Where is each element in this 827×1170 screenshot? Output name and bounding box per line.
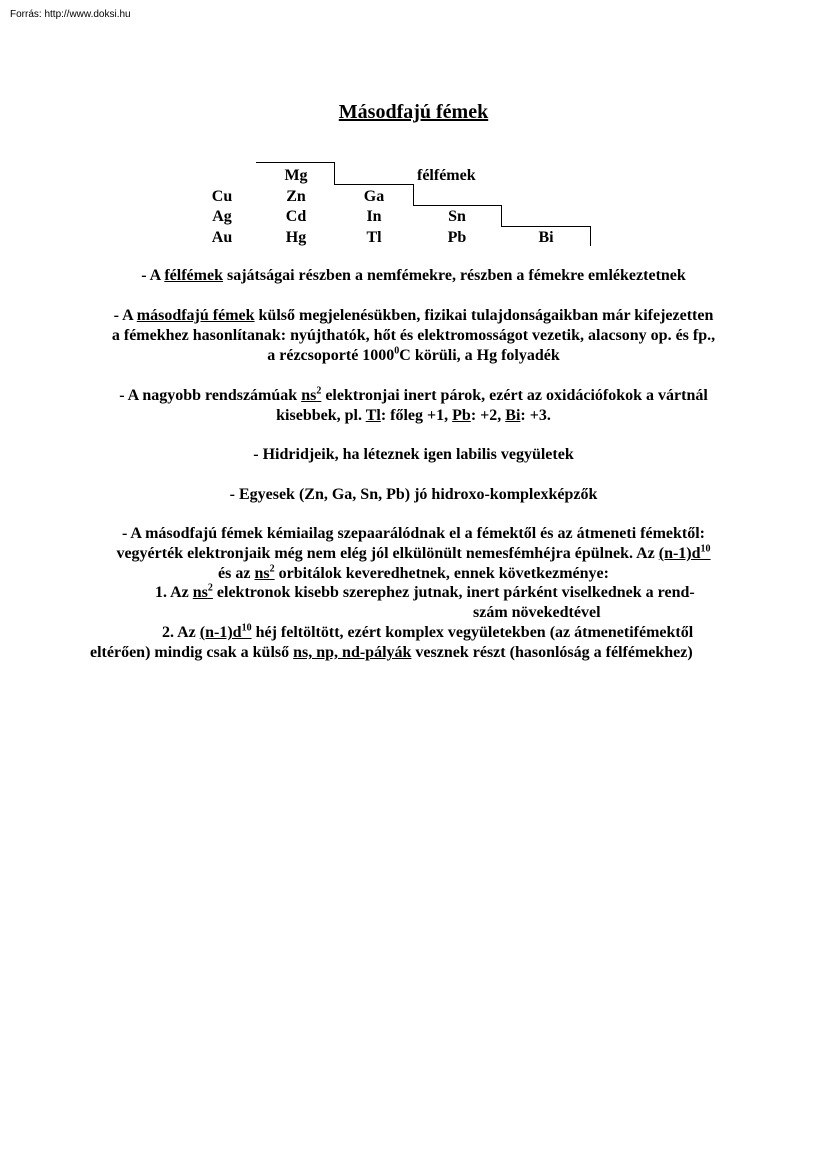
- table-line: [501, 205, 502, 226]
- list-item: 2. Az $(n-1)d^{10}$ héj feltöltött, ezért komplex vegyületekben (az átmenetifémektől eltérően) mindig csak a külső ns, np, nd-pályák vesznek részt (hasonlóság a félfémekhez): [90, 622, 694, 661]
- element-mg: Mg: [284, 167, 308, 184]
- element-au: Au: [211, 229, 233, 246]
- element-sn: Sn: [448, 208, 466, 225]
- paragraph-hydrides: - Hidridjeik, ha léteznek igen labilis vegyületek: [253, 446, 574, 463]
- element-cu: Cu: [211, 188, 233, 205]
- element-bi: Bi: [538, 229, 554, 246]
- table-line: [413, 184, 414, 205]
- table-line: [501, 226, 591, 227]
- element-ag: Ag: [212, 208, 232, 225]
- element-ga: Ga: [363, 188, 385, 205]
- list-item: 1. Az $ns^2$ elektronok kisebb szerephez jutnak, inert párként viselkednek a rend- szám növekedtével: [155, 582, 695, 621]
- paragraph-second-type-metals: - A másodfajú fémek külső megjelenésükben, fizikai tulajdonságaikban már kifejezetten a fémekhez hasonlítanak: nyújthatók, hőt és elektromosságot vezetik, alacsony op. és fp., a rézcsoporté 1000$^0$C körüli, a Hg folyadék: [111, 307, 716, 364]
- paragraph-semimetals: - A félfémek sajátságai részben a nemfémekre, részben a fémekre emlékeztetnek: [141, 267, 686, 284]
- element-tl: Tl: [366, 229, 382, 246]
- table-line: [334, 184, 413, 185]
- table-line: [590, 226, 591, 246]
- table-line: [256, 162, 335, 163]
- element-cd: Cd: [285, 208, 307, 225]
- semimetals-label: félfémek: [417, 167, 476, 184]
- paragraph-inert-pairs: - A nagyobb rendszámúak $ns^2$ elektronjai inert párok, ezért az oxidációfokok a vártnál kisebbek, pl. Tl: főleg +1, Pb: +2, Bi: +3.: [119, 385, 708, 424]
- source-url: Forrás: http://www.doksi.hu: [10, 9, 131, 20]
- element-in: In: [366, 208, 382, 225]
- paragraph-hydroxo: - Egyesek (Zn, Ga, Sn, Pb) jó hidroxo-komplexképzők: [229, 486, 598, 503]
- paragraph-chemical-separation: - A másodfajú fémek kémiailag szepaarálódnak el a fémektől és az átmeneti fémektől: vegyérték elektronjaik még nem elég jól elkülönült nemesfémhéjra épülnek. Az $(n-1)d^{10}$ és az $ns^2$ orbitálok keveredhetnek, ennek következménye:: [116, 525, 711, 582]
- element-pb: Pb: [447, 229, 467, 246]
- element-hg: Hg: [285, 229, 307, 246]
- page-title: Másodfajú fémek: [338, 101, 489, 123]
- table-line: [413, 205, 502, 206]
- element-zn: Zn: [286, 188, 306, 205]
- table-line: [334, 162, 335, 184]
